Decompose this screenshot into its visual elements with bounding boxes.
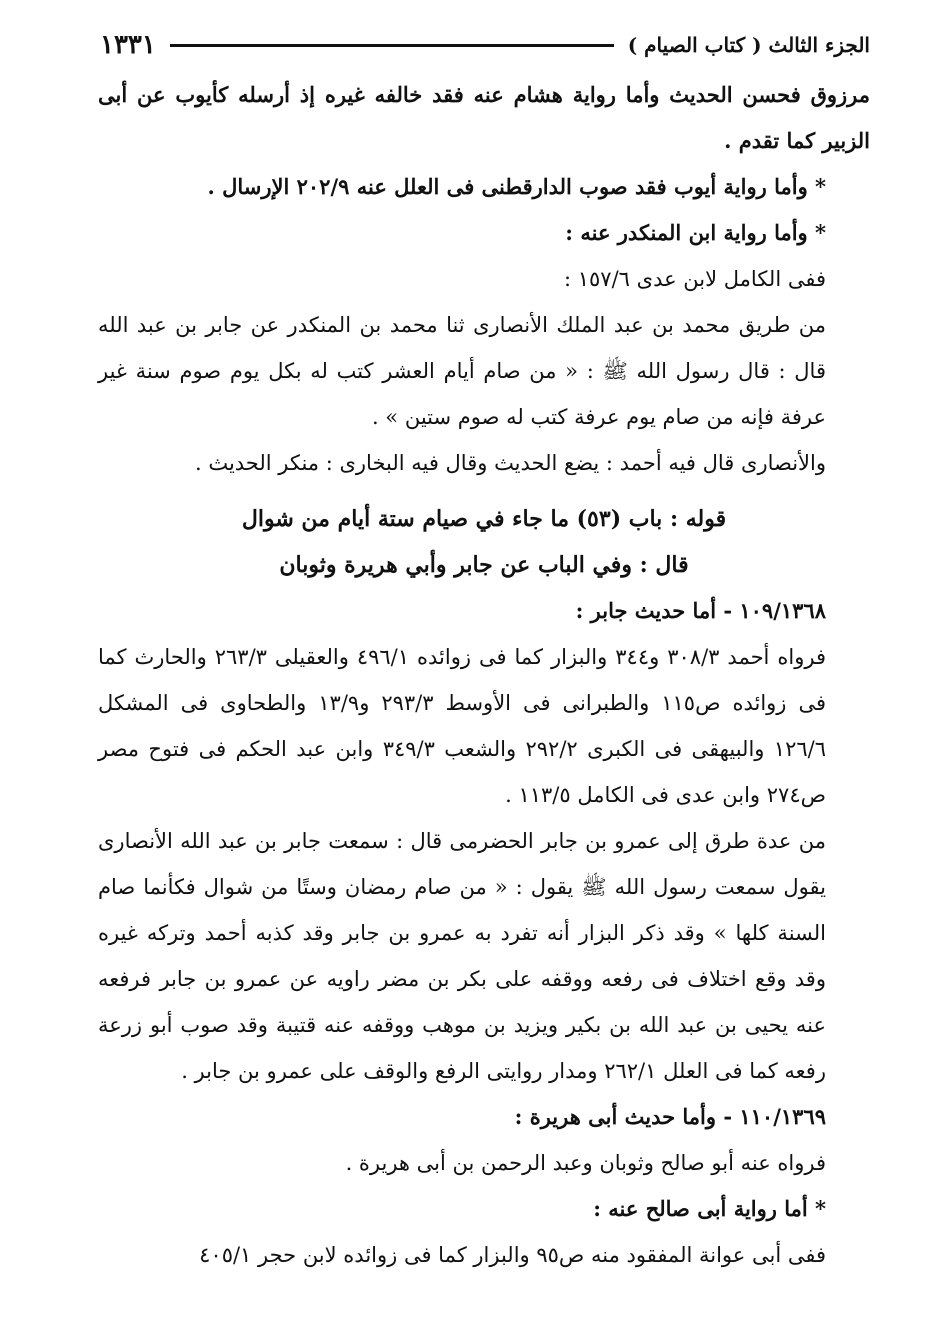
paragraph: من عدة طرق إلى عمرو بن جابر الحضرمى قال : سمعت جابر بن عبد الله الأنصارى يقول سمعت رسول الله ﷺ يقول : « من صام رمضان وستًا من شوال فكأنما صام السنة كلها » وقد ذكر البزار أنه تفرد به عمرو بن جابر وقد كذبه أحمد وتركه غيره وقد وقع اختلاف فى رفعه ووقفه على بكر بن مضر راويه عن عمرو بن جابر فرفعه عنه يحيى بن عبد الله بن بكير ويزيد بن موهب ووقفه عنه قتيبة وقد صوب أبو زرعة رفعه كما فى العلل ٢٦٢/١ ومدار روايتى الرفع والوقف على عمرو بن جابر . xyxy=(98,829,826,1083)
section-heading: قوله : باب (٥٣) ما جاء في صيام ستة أيام من شوال xyxy=(241,506,727,532)
running-header xyxy=(100,30,870,60)
hadith-heading: ١٠٩/١٣٦٨ - أما حديث جابر : xyxy=(575,598,826,623)
paragraph: فرواه عنه أبو صالح وثوبان وعبد الرحمن بن أبى هريرة . xyxy=(345,1151,826,1175)
paragraph: ففى أبى عوانة المفقود منه ص٩٥ والبزار كما فى زوائده لابن حجر ٤٠٥/١ xyxy=(199,1243,826,1267)
paragraph: من طريق محمد بن عبد الملك الأنصارى ثنا محمد بن المنكدر عن جابر بن عبد الله قال : قال رسول الله ﷺ : « من صام أيام العشر كتب له بكل يوم صوم سنة غير عرفة فإنه من صام يوم عرفة كتب له صوم ستين » . xyxy=(98,313,826,429)
paragraph: * وأما رواية أيوب فقد صوب الدارقطنى فى العلل عنه ٢٠٢/٩ الإرسال . xyxy=(207,174,826,199)
page-body xyxy=(98,72,870,1278)
page-number: ١٣٣١ xyxy=(100,30,156,60)
paragraph: * وأما رواية ابن المنكدر عنه : xyxy=(565,220,826,245)
paragraph: والأنصارى قال فيه أحمد : يضع الحديث وقال فيه البخارى : منكر الحديث . xyxy=(194,451,826,475)
header-title: الجزء الثالث ( كتاب الصيام ) xyxy=(627,33,870,57)
header-rule xyxy=(170,44,614,47)
section-subheading: قال : وفي الباب عن جابر وأبي هريرة وثوبان xyxy=(279,552,689,578)
paragraph: ففى الكامل لابن عدى ١٥٧/٦ : xyxy=(563,267,826,291)
hadith-heading: ١١٠/١٣٦٩ - وأما حديث أبى هريرة : xyxy=(514,1104,826,1129)
paragraph: مرزوق فحسن الحديث وأما رواية هشام عنه فقد خالفه غيره إذ أرسله كأيوب عن أبى الزبير كما تقدم . xyxy=(98,82,870,153)
paragraph: * أما رواية أبى صالح عنه : xyxy=(593,1196,826,1221)
paragraph: فرواه أحمد ٣٠٨/٣ و٣٤٤ والبزار كما فى زوائده ٤٩٦/١ والعقيلى ٢٦٣/٣ والحارث كما فى زوائده ص١١٥ والطبرانى فى الأوسط ٢٩٣/٣ و١٣/٩ والطحاوى فى المشكل ١٢٦/٦ والبيهقى فى الكبرى ٢٩٢/٢ والشعب ٣٤٩/٣ وابن عبد الحكم فى فتوح مصر ص٢٧٤ وابن عدى فى الكامل ١١٣/٥ . xyxy=(98,645,826,807)
